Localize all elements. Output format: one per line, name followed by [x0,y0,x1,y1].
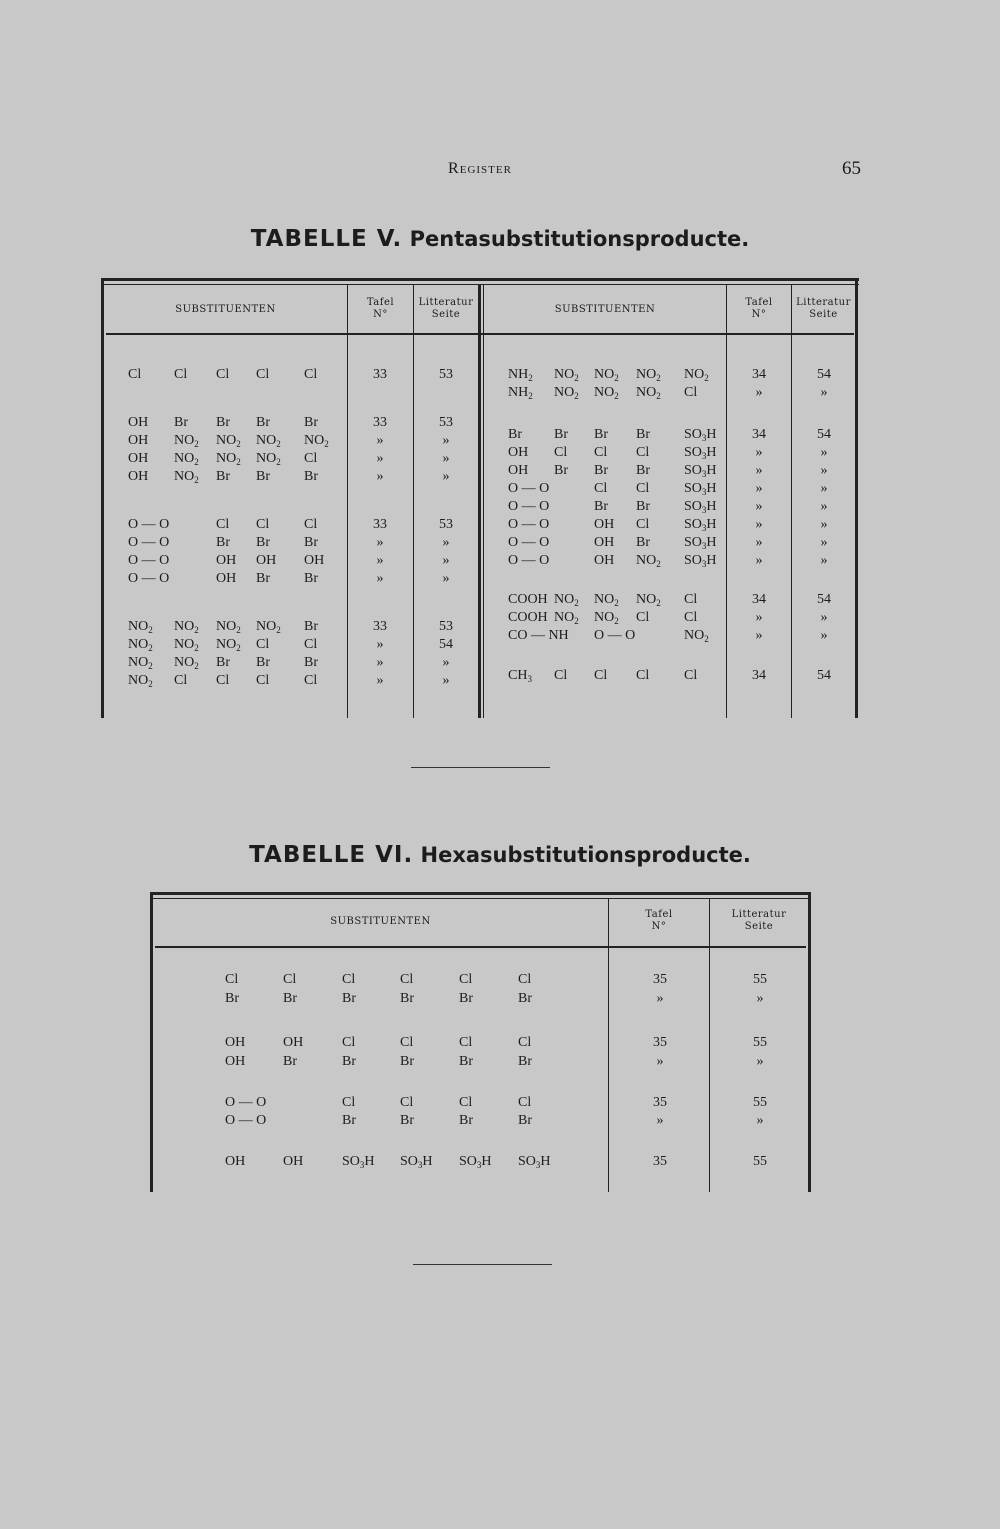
t5-right-row-0-cell-1: $NO_2$ [554,367,579,383]
t5-left-row-11-tafel: » [376,655,384,670]
t6-row-1-cell-2: Br [342,991,356,1006]
t6-row-1-seite: » [756,991,764,1006]
t5-right-row-0-cell-0: $NH_2$ [508,367,533,383]
t6-row-5-cell-1: Br [342,1113,356,1128]
t5-right-row-6-cell-0: O — O [508,499,550,514]
t5-left-row-9-cell-2: $NO_2$ [216,619,241,635]
t5-right-row-1-seite: » [820,385,828,400]
t5-right-row-11-cell-4: Cl [684,610,698,625]
t5-left-row-5-tafel: 33 [373,517,387,532]
t5-right-row-10-cell-2: $NO_2$ [594,592,619,608]
t5-left-row-1-seite: 53 [439,415,453,430]
t5-left-row-0-cell-1: Cl [174,367,188,382]
t6-row-6-seite: 55 [753,1154,767,1169]
t5-right-row-8-cell-0: O — O [508,535,550,550]
t6-row-3-cell-2: Br [342,1054,356,1069]
t5-right-row-3-cell-4: $SO_3H$ [684,445,717,461]
t5-right-row-0-seite: 54 [817,367,831,382]
t5-left-row-6-cell-0: O — O [128,535,170,550]
t5-right-row-5-cell-3: $SO_3H$ [684,481,717,497]
t5-left-row-4-cell-3: Br [256,469,270,484]
t5-left-row-0-cell-3: Cl [256,367,270,382]
t5-right-row-11-cell-3: Cl [636,610,650,625]
t5-left-row-8-cell-3: Br [304,571,318,586]
t6-row-5-cell-2: Br [400,1113,414,1128]
t6-row-3-cell-5: Br [518,1054,532,1069]
t5-left-row-10-cell-1: $NO_2$ [174,637,199,653]
t5-left-row-7-cell-2: OH [256,553,277,568]
t5-right-row-4-seite: » [820,463,828,478]
t5-left-row-3-cell-1: $NO_2$ [174,451,199,467]
t5-right-row-7-cell-1: OH [594,517,615,532]
t6-substituenten-header: SUBSTITUENTEN [330,916,431,927]
t5-right-row-11-cell-1: $NO_2$ [554,610,579,626]
t5-right-row-13-cell-4: Cl [684,668,698,683]
t5-left-row-4-cell-1: $NO_2$ [174,469,199,485]
t6-row-6-cell-1: OH [283,1154,304,1169]
t5-left-row-2-cell-1: $NO_2$ [174,433,199,449]
t5-left-row-2-cell-0: OH [128,433,149,448]
t5-right-litteratur-header: Litteratur Seite [796,297,851,320]
table5-title: Pentasubstitutionsproducte. [409,227,750,251]
t5-left-row-10-tafel: » [376,637,384,652]
t6-row-2-tafel: 35 [653,1035,667,1050]
t5-left-row-0-seite: 53 [439,367,453,382]
t6-row-3-cell-3: Br [400,1054,414,1069]
t6-row-3-cell-0: OH [225,1054,246,1069]
t6-row-6-cell-3: $SO_3H$ [400,1154,433,1170]
t5-left-row-9-cell-1: $NO_2$ [174,619,199,635]
t5-right-row-2-cell-2: Br [594,427,608,442]
t5-right-row-6-cell-1: Br [594,499,608,514]
t5-right-row-9-cell-2: $NO_2$ [636,553,661,569]
t5-right-row-5-cell-1: Cl [594,481,608,496]
t5-left-row-12-cell-2: Cl [216,673,230,688]
t5-left-row-5-cell-2: Cl [256,517,270,532]
t5-right-row-7-seite: » [820,517,828,532]
t6-row-1-cell-5: Br [518,991,532,1006]
t5-left-row-8-cell-2: Br [256,571,270,586]
t5-left-row-8-seite: » [442,571,450,586]
t5-left-row-12-tafel: » [376,673,384,688]
t5-left-row-0-tafel: 33 [373,367,387,382]
t5-right-substituenten-header: SUBSTITUENTEN [554,304,656,315]
t5-right-row-5-seite: » [820,481,828,496]
t6-row-0-cell-5: Cl [518,972,532,987]
t5-right-row-3-seite: » [820,445,828,460]
t5-left-row-7-tafel: » [376,553,384,568]
t6-row-0-cell-2: Cl [342,972,356,987]
t5-right-row-10-cell-0: COOH [508,592,548,607]
t5-right-row-10-cell-1: $NO_2$ [554,592,579,608]
t5-right-row-10-cell-4: Cl [684,592,698,607]
t5-right-row-12-tafel: » [755,628,763,643]
t6-row-5-seite: » [756,1113,764,1128]
t6-row-0-cell-3: Cl [400,972,414,987]
t5-right-row-13-cell-0: $CH_3$ [508,668,532,684]
t5-left-row-2-seite: » [442,433,450,448]
t5-right-row-5-cell-0: O — O [508,481,550,496]
t6-row-6-cell-2: $SO_3H$ [342,1154,375,1170]
t5-left-row-7-cell-0: O — O [128,553,170,568]
t5-left-row-8-cell-0: O — O [128,571,170,586]
t5-left-row-9-cell-3: $NO_2$ [256,619,281,635]
t5-right-row-0-tafel: 34 [752,367,766,382]
t5-right-row-7-cell-2: Cl [636,517,650,532]
t5-left-row-2-tafel: » [376,433,384,448]
t5-right-row-6-tafel: » [755,499,763,514]
table6-heading [0,842,1000,868]
t5-left-row-1-cell-2: Br [216,415,230,430]
t5-right-row-13-cell-3: Cl [636,668,650,683]
t5-right-tafel-header: Tafel N° [745,297,773,320]
t5-left-row-5-cell-0: O — O [128,517,170,532]
t5-right-row-2-cell-1: Br [554,427,568,442]
t5-left-row-5-cell-3: Cl [304,517,318,532]
t5-right-row-10-cell-3: $NO_2$ [636,592,661,608]
t5-right-row-3-cell-3: Cl [636,445,650,460]
t6-row-3-cell-4: Br [459,1054,473,1069]
t5-left-row-11-cell-1: $NO_2$ [174,655,199,671]
t5-left-tafel-header: Tafel N° [366,297,395,320]
t5-left-row-10-cell-2: $NO_2$ [216,637,241,653]
t5-left-substituenten-header: SUBSTITUENTEN [175,304,276,315]
t6-row-5-tafel: » [656,1113,664,1128]
t5-left-row-8-cell-1: OH [216,571,237,586]
t6-row-2-cell-2: Cl [342,1035,356,1050]
t5-left-row-10-cell-0: $NO_2$ [128,637,153,653]
t5-left-row-3-seite: » [442,451,450,466]
t5-right-row-0-cell-4: $NO_2$ [684,367,709,383]
t5-left-row-4-cell-0: OH [128,469,149,484]
t5-right-row-8-cell-2: Br [636,535,650,550]
t6-row-3-seite: » [756,1054,764,1069]
t5-right-row-9-seite: » [820,553,828,568]
t5-left-row-11-cell-3: Br [256,655,270,670]
t5-left-row-5-cell-1: Cl [216,517,230,532]
t6-row-6-cell-4: $SO_3H$ [459,1154,492,1170]
t5-left-row-9-cell-4: Br [304,619,318,634]
t5-right-row-2-cell-0: Br [508,427,522,442]
t6-row-0-cell-4: Cl [459,972,473,987]
t5-right-row-13-cell-1: Cl [554,668,568,683]
t5-right-row-12-cell-0: CO — NH [508,628,569,643]
t5-left-row-6-cell-3: Br [304,535,318,550]
t6-row-5-cell-4: Br [518,1113,532,1128]
t6-row-2-cell-3: Cl [400,1035,414,1050]
t5-right-row-1-cell-3: $NO_2$ [636,385,661,401]
t6-row-0-seite: 55 [753,972,767,987]
t5-right-row-10-tafel: 34 [752,592,766,607]
t5-right-row-3-cell-2: Cl [594,445,608,460]
running-header: Register [448,160,512,177]
t6-row-6-cell-5: $SO_3H$ [518,1154,551,1170]
t5-right-row-5-cell-2: Cl [636,481,650,496]
t5-left-row-11-cell-4: Br [304,655,318,670]
t5-right-row-6-seite: » [820,499,828,514]
t5-left-row-7-cell-1: OH [216,553,237,568]
t5-left-row-2-cell-4: $NO_2$ [304,433,329,449]
t5-right-row-8-cell-3: $SO_3H$ [684,535,717,551]
t5-right-row-8-seite: » [820,535,828,550]
t5-right-row-11-cell-2: $NO_2$ [594,610,619,626]
t5-right-row-1-cell-1: $NO_2$ [554,385,579,401]
t5-right-row-4-cell-0: OH [508,463,529,478]
t5-right-row-6-cell-2: Br [636,499,650,514]
table6-label: TABELLE VI. [249,842,414,868]
t5-left-row-3-cell-3: $NO_2$ [256,451,281,467]
t5-right-row-7-cell-3: $SO_3H$ [684,517,717,533]
bottom-divider [413,1264,552,1265]
t5-right-row-11-cell-0: COOH [508,610,548,625]
t5-right-row-12-seite: » [820,628,828,643]
t6-row-1-cell-3: Br [400,991,414,1006]
t5-left-row-11-cell-2: Br [216,655,230,670]
t5-left-row-1-cell-1: Br [174,415,188,430]
t6-row-2-cell-1: OH [283,1035,304,1050]
t6-row-5-cell-0: O — O [225,1113,267,1128]
t5-left-row-8-tafel: » [376,571,384,586]
t5-right-row-3-cell-0: OH [508,445,529,460]
t5-right-row-6-cell-3: $SO_3H$ [684,499,717,515]
t6-row-2-seite: 55 [753,1035,767,1050]
t6-litteratur-header: Litteratur Seite [731,909,787,932]
t5-right-row-4-cell-1: Br [554,463,568,478]
t5-left-row-11-seite: » [442,655,450,670]
t6-row-4-cell-0: O — O [225,1095,267,1110]
t5-right-row-1-cell-4: Cl [684,385,698,400]
t5-left-row-10-cell-3: Cl [256,637,270,652]
t5-right-row-4-cell-2: Br [594,463,608,478]
t5-left-row-4-seite: » [442,469,450,484]
t5-left-litteratur-header: Litteratur Seite [418,297,474,320]
t5-left-row-9-seite: 53 [439,619,453,634]
t6-row-4-seite: 55 [753,1095,767,1110]
t5-left-row-9-tafel: 33 [373,619,387,634]
t6-row-5-cell-3: Br [459,1113,473,1128]
table6-title: Hexasubstitutionsproducte. [420,843,751,867]
t5-right-row-10-seite: 54 [817,592,831,607]
t5-left-row-10-cell-4: Cl [304,637,318,652]
t5-right-row-9-tafel: » [755,553,763,568]
t5-right-row-7-cell-0: O — O [508,517,550,532]
t6-row-4-cell-2: Cl [400,1095,414,1110]
table5-label: TABELLE V. [250,226,403,252]
t5-right-row-7-tafel: » [755,517,763,532]
t5-right-row-1-tafel: » [755,385,763,400]
t6-tafel-header: Tafel N° [645,909,673,932]
t5-left-row-9-cell-0: $NO_2$ [128,619,153,635]
table5-heading [0,226,1000,252]
t5-right-row-13-tafel: 34 [752,668,766,683]
t5-right-row-12-cell-1: O — O [594,628,636,643]
t5-right-row-8-tafel: » [755,535,763,550]
t5-left-row-12-cell-0: $NO_2$ [128,673,153,689]
t5-left-row-10-seite: 54 [439,637,453,652]
t6-row-2-cell-5: Cl [518,1035,532,1050]
t5-left-row-2-cell-2: $NO_2$ [216,433,241,449]
section-divider [411,767,550,768]
t5-left-row-6-seite: » [442,535,450,550]
t6-row-1-cell-1: Br [283,991,297,1006]
t5-right-row-4-cell-3: Br [636,463,650,478]
t5-right-row-0-cell-3: $NO_2$ [636,367,661,383]
t5-left-row-3-tafel: » [376,451,384,466]
t5-right-row-13-cell-2: Cl [594,668,608,683]
t5-left-row-12-cell-3: Cl [256,673,270,688]
t5-left-row-7-cell-3: OH [304,553,325,568]
t5-left-row-1-cell-0: OH [128,415,149,430]
t5-right-row-8-cell-1: OH [594,535,615,550]
t5-right-row-0-cell-2: $NO_2$ [594,367,619,383]
t6-row-3-tafel: » [656,1054,664,1069]
t5-left-row-1-cell-4: Br [304,415,318,430]
t5-left-row-7-seite: » [442,553,450,568]
t6-row-1-tafel: » [656,991,664,1006]
t5-right-row-4-cell-4: $SO_3H$ [684,463,717,479]
t5-left-row-12-cell-4: Cl [304,673,318,688]
t6-row-2-cell-0: OH [225,1035,246,1050]
t5-right-row-1-cell-0: $NH_2$ [508,385,533,401]
t5-right-row-4-tafel: » [755,463,763,478]
t5-right-row-9-cell-3: $SO_3H$ [684,553,717,569]
t5-left-row-11-cell-0: $NO_2$ [128,655,153,671]
page-number: 65 [842,158,861,179]
t5-right-row-2-cell-4: $SO_3H$ [684,427,717,443]
t5-left-row-4-tafel: » [376,469,384,484]
t5-left-row-3-cell-2: $NO_2$ [216,451,241,467]
t6-row-2-cell-4: Cl [459,1035,473,1050]
t5-left-row-5-seite: 53 [439,517,453,532]
t5-right-row-2-seite: 54 [817,427,831,442]
t6-row-4-cell-3: Cl [459,1095,473,1110]
t5-left-row-0-cell-4: Cl [304,367,318,382]
t5-right-row-5-tafel: » [755,481,763,496]
t5-left-row-0-cell-0: Cl [128,367,142,382]
t5-right-row-3-cell-1: Cl [554,445,568,460]
t5-right-row-11-seite: » [820,610,828,625]
t6-row-1-cell-0: Br [225,991,239,1006]
t5-left-row-3-cell-4: Cl [304,451,318,466]
t5-right-row-2-cell-3: Br [636,427,650,442]
t5-right-row-3-tafel: » [755,445,763,460]
t5-right-row-9-cell-1: OH [594,553,615,568]
t6-row-4-cell-4: Cl [518,1095,532,1110]
t6-row-3-cell-1: Br [283,1054,297,1069]
t5-left-row-2-cell-3: $NO_2$ [256,433,281,449]
t6-row-4-tafel: 35 [653,1095,667,1110]
t6-row-0-tafel: 35 [653,972,667,987]
t5-right-row-1-cell-2: $NO_2$ [594,385,619,401]
t5-left-row-1-tafel: 33 [373,415,387,430]
t5-right-row-12-cell-2: $NO_2$ [684,628,709,644]
t5-left-row-12-cell-1: Cl [174,673,188,688]
t5-right-row-11-tafel: » [755,610,763,625]
t5-left-row-4-cell-4: Br [304,469,318,484]
t5-right-row-9-cell-0: O — O [508,553,550,568]
t5-right-row-13-seite: 54 [817,668,831,683]
t5-left-row-0-cell-2: Cl [216,367,230,382]
t6-row-0-cell-0: Cl [225,972,239,987]
t6-row-6-tafel: 35 [653,1154,667,1169]
t5-left-row-12-seite: » [442,673,450,688]
t5-left-row-1-cell-3: Br [256,415,270,430]
t6-row-4-cell-1: Cl [342,1095,356,1110]
t5-right-row-2-tafel: 34 [752,427,766,442]
t5-left-row-6-cell-2: Br [256,535,270,550]
t5-left-row-6-cell-1: Br [216,535,230,550]
t5-left-row-4-cell-2: Br [216,469,230,484]
t6-row-0-cell-1: Cl [283,972,297,987]
t6-row-6-cell-0: OH [225,1154,246,1169]
t5-left-row-6-tafel: » [376,535,384,550]
t6-row-1-cell-4: Br [459,991,473,1006]
t5-left-row-3-cell-0: OH [128,451,149,466]
